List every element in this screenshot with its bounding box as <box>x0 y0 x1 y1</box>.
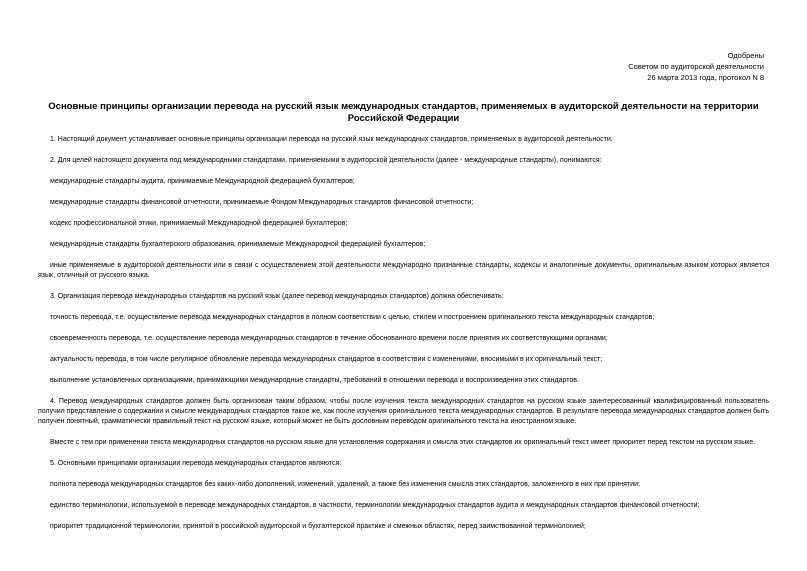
paragraph: Вместе с тем при применении текста международных стандартов на русском языке для установления содержания и смысла этих стандартов их оригинальный текст имеет приоритет перед текстом на русском языке. <box>50 439 756 446</box>
paragraph: 3. Организация перевода международных стандартов на русский язык (далее перевод международных стандартов) должна обеспечивать: <box>50 293 504 300</box>
paragraph: приоритет традиционной терминологии, принятой в российской аудиторской и бухгалтерской практике и смежных областях, перед заимствованной терминологией; <box>50 523 586 530</box>
paragraph: 5. Основными принципами организации перевода международных стандартов являются: <box>50 460 342 467</box>
approval-line: Советом по аудиторской деятельности <box>628 62 764 71</box>
paragraph: 1. Настоящий документ устанавливает основные принципы организации перевода на русский язык международных стандартов, применяемых в аудиторской деятельности. <box>50 136 613 143</box>
paragraph: международные стандарты аудита, принимаемые Международной федерацией бухгалтеров; <box>50 178 355 185</box>
paragraph: полнота перевода международных стандартов без каких-либо дополнений, изменений, удалений, а также без изменения смысла этих стандартов, заложенного в них при принятии; <box>50 481 640 488</box>
document-title: Основные принципы организации перевода на русский язык международных стандартов, применяемых в аудиторской деятельности на территории Российской Федерации <box>48 101 759 124</box>
paragraph: точность перевода, т.е. осуществление перевода международных стандартов в полном соответствии с целью, стилем и построением оригинального текста международных стандартов; <box>50 314 655 321</box>
paragraph: международные стандарты бухгалтерского образования, принимаемые Международной федерацией бухгалтеров; <box>50 241 426 248</box>
approval-line: 26 марта 2013 года, протокол N 8 <box>647 73 764 82</box>
paragraph: международные стандарты финансовой отчетности, принимаемые Фондом Международных стандартов финансовой отчетности; <box>50 199 474 206</box>
paragraph: выполнение установленных организациями, принимающими международные стандарты, требований в отношении перевода и воспроизведения этих стандартов. <box>50 377 579 384</box>
approval-line: Одобрены <box>727 51 764 60</box>
paragraph: 2. Для целей настоящего документа под международными стандартами, применяемыми в аудиторской деятельности (далее - международные стандарты), понимаются: <box>50 157 602 164</box>
paragraph: единство терминологии, используемой в переводе международных стандартов, в частности, терминологии международных стандартов аудита и международных стандартов финансовой отчетности; <box>50 502 700 509</box>
approval-block <box>38 50 764 83</box>
paragraph: иные применяемые в аудиторской деятельности или в связи с осуществлением этой деятельности международно признанные стандарты, кодексы и аналогичные документы, оригинальным языком которых является язык, отличный от русского языка. <box>38 262 769 279</box>
paragraph: 4. Перевод международных стандартов должен быть организован таким образом, чтобы после изучения текста международных стандартов на русском языке заинтересованный квалифицированный пользователь получил представление о содержании и смысле международных стандартов такое же, как после изучения оригинального текста международных стандартов. В результате перевода международных стандартов должен быть получен понятный, грамматически правильный текст на русском языке, который может не быть дословным переводом оригинального текста на иностранном языке. <box>38 398 769 425</box>
paragraph: актуальность перевода, в том числе регулярное обновление перевода международных стандартов в соответствии с изменениями, вносимыми в их оригинальный текст; <box>50 356 603 363</box>
paragraph: своевременность перевода, т.е. осуществление перевода международных стандартов в течение обоснованного времени после принятия их соответствующими органами; <box>50 335 608 342</box>
paragraph: кодекс профессиональной этики, принимаемый Международной федерацией бухгалтеров; <box>50 220 348 227</box>
document-body <box>38 135 769 532</box>
